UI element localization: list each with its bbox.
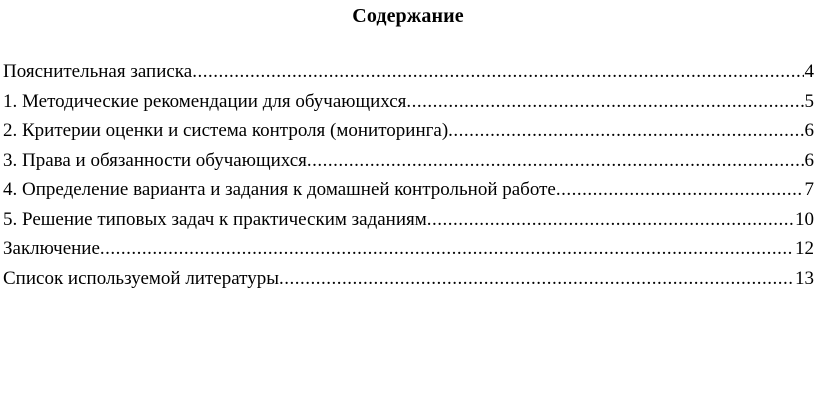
toc-entry (3, 264, 814, 294)
toc-dot-leader (448, 116, 803, 146)
toc-entry-label: 2. Критерии оценки и система контроля (мониторинга) (3, 120, 449, 141)
page-title: Содержание (352, 5, 464, 27)
toc-entry (3, 116, 814, 146)
toc-entry-label: Заключение (3, 238, 100, 259)
toc-entry (3, 87, 814, 117)
toc-entry-page: 5 (804, 90, 814, 112)
toc-entry-label: 3. Права и обязанности обучающихся (3, 149, 307, 171)
toc-dot-leader (100, 234, 794, 264)
toc-entry-page: 6 (804, 149, 814, 171)
table-of-contents (3, 57, 814, 293)
toc-entry-label: Список используемой литературы (3, 267, 279, 289)
toc-entry (3, 234, 814, 264)
toc-dot-leader (307, 146, 804, 176)
toc-entry-label: Пояснительная записка (3, 61, 193, 82)
toc-dot-leader (279, 264, 794, 294)
toc-entry-label: 4. Определение варианта и задания к домашней контрольной работе (3, 179, 556, 200)
toc-entry-page: 6 (804, 120, 814, 141)
toc-entry (3, 57, 814, 87)
toc-dot-leader (427, 205, 794, 235)
toc-entry-page: 12 (795, 238, 814, 259)
toc-entry-page: 13 (795, 267, 814, 289)
toc-dot-leader (406, 87, 803, 117)
toc-entry-page: 4 (804, 61, 814, 82)
toc-entry-page: 10 (795, 208, 814, 230)
toc-entry (3, 175, 814, 205)
toc-entry-label: 1. Методические рекомендации для обучающихся (3, 90, 407, 112)
toc-entry-page: 7 (804, 179, 814, 200)
toc-entry (3, 146, 814, 176)
toc-dot-leader (192, 57, 803, 87)
toc-entry (3, 205, 814, 235)
toc-dot-leader (556, 175, 804, 205)
toc-entry-label: 5. Решение типовых задач к практическим заданиям (3, 208, 427, 230)
